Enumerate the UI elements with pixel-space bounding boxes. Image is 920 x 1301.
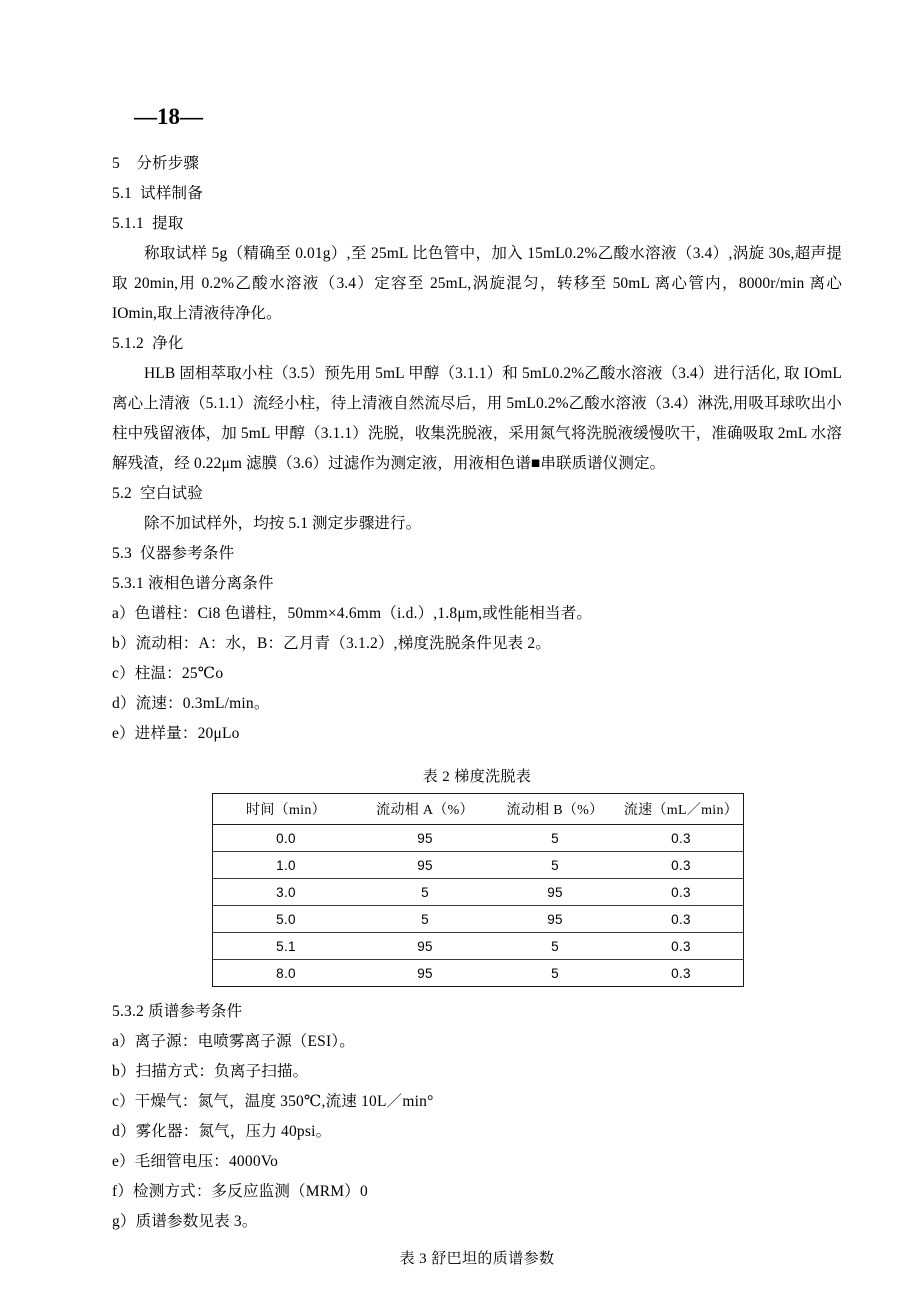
cell-phase-a: 95	[359, 933, 491, 960]
cell-time: 8.0	[276, 965, 296, 981]
cell-time: 0.0	[213, 825, 360, 852]
cell-phase-b: 5	[491, 933, 619, 960]
list-item-chromatography-column: a）色谱柱：Ci8 色谱柱，50mm×4.6mm（i.d.）,1.8μm,或性能相当者。	[112, 605, 593, 623]
list-item-drying-gas: c）干燥气：氮气，温度 350℃,流速 10L／min°	[112, 1093, 434, 1111]
table2-col-header-time: 时间（min）	[213, 794, 360, 825]
list-item-nebulizer: d）雾化器：氮气，压力 40psi。	[112, 1123, 332, 1141]
cell-time: 3.0	[213, 879, 360, 906]
section-heading-5-3-1: 5.3.1 液相色谱分离条件	[112, 575, 274, 593]
table3-caption: 表 3 舒巴坦的质谱参数	[399, 1251, 555, 1268]
list-item-ms-parameters-ref: g）质谱参数见表 3。	[112, 1213, 258, 1231]
cell-phase-b: 5	[551, 965, 559, 981]
cell-phase-a: 95	[359, 852, 491, 879]
table-row	[213, 852, 744, 879]
table-row	[213, 960, 744, 987]
spacer	[112, 987, 842, 997]
cell-flow: 0.3	[619, 879, 744, 906]
cell-phase-a: 95	[359, 825, 491, 852]
cell-time: 5.1	[213, 933, 360, 960]
table-header-row	[213, 794, 744, 825]
cell-phase-b: 95	[491, 879, 619, 906]
cell-phase-b: 5	[491, 825, 619, 852]
table2-col-header-mobile-phase-b: 流动相 B（%）	[491, 794, 619, 825]
page-content	[112, 104, 842, 1275]
section-heading-5: 5 分析步骤	[112, 155, 200, 173]
table2-caption: 表 2 梯度洗脱表	[422, 769, 532, 786]
table2-col-header-flow-rate: 流速（mL／min）	[619, 794, 744, 825]
paragraph-5-1-1: 称取试样 5g（精确至 0.01g）,至 25mL 比色管中，加入 15mL0.2%乙酸水溶液（3.4）,涡旋 30s,超声提取 20min,用 0.2%乙酸水溶液（3.4）定容至 25mL,涡旋混匀，转移至 50mL 离心管内，8000r/min 离心 IOmin,取上清液待净化。	[112, 245, 843, 323]
section-heading-5-1: 5.1 试样制备	[112, 185, 203, 203]
paragraph-5-2: 除不加试样外，均按 5.1 测定步骤进行。	[144, 515, 422, 533]
cell-phase-a: 5	[359, 879, 491, 906]
table-row	[213, 906, 744, 933]
table2-body	[213, 825, 744, 987]
cell-phase-a: 5	[359, 906, 491, 933]
cell-flow: 0.3	[619, 906, 744, 933]
cell-flow: 0.3	[619, 933, 744, 960]
gradient-elution-table	[212, 793, 744, 987]
list-item-scan-mode: b）扫描方式：负离子扫描。	[112, 1063, 309, 1081]
table2-head	[213, 794, 744, 825]
section-heading-5-3: 5.3 仪器参考条件	[112, 545, 235, 563]
cell-flow: 0.3	[619, 825, 744, 852]
cell-flow: 0.3	[671, 965, 691, 981]
list-item-detection-mode: f）检测方式：多反应监测（MRM）0	[112, 1183, 368, 1201]
cell-flow: 0.3	[619, 852, 744, 879]
list-item-ion-source: a）离子源：电喷雾离子源（ESI）。	[112, 1033, 355, 1051]
table2-wrapper	[212, 793, 742, 987]
list-item-capillary-voltage: e）毛细管电压：4000Vo	[112, 1153, 279, 1171]
cell-time: 1.0	[213, 852, 360, 879]
table-row	[213, 879, 744, 906]
section-heading-5-2: 5.2 空白试验	[112, 485, 203, 503]
cell-time: 5.0	[213, 906, 360, 933]
section-heading-5-3-2: 5.3.2 质谱参考条件	[112, 1003, 243, 1021]
list-item-injection-volume: e）进样量：20μLo	[112, 725, 240, 743]
section-heading-5-1-2: 5.1.2 净化	[112, 335, 184, 353]
table2-col-header-mobile-phase-a: 流动相 A（%）	[359, 794, 491, 825]
page-number: —18—	[134, 104, 203, 129]
cell-phase-b: 95	[491, 906, 619, 933]
table-row	[213, 825, 744, 852]
cell-phase-b: 5	[491, 852, 619, 879]
table-row	[213, 933, 744, 960]
section-heading-5-1-1: 5.1.1 提取	[112, 215, 184, 233]
paragraph-5-1-2: HLB 固相萃取小柱（3.5）预先用 5mL 甲醇（3.1.1）和 5mL0.2%乙酸水溶液（3.4）进行活化, 取 IOmL 离心上清液（5.1.1）流经小柱，待上清液自然流尽后，用 5mL0.2%乙酸水溶液（3.4）淋洗,用吸耳球吹出小柱中残留液体，加 5mL 甲醇（3.1.1）洗脱，收集洗脱液，采用氮气将洗脱液缓慢吹干，准确吸取 2mL 水溶解残渣，经 0.22μm 滤膜（3.6）过滤作为测定液，用液相色谱■串联质谱仪测定。	[112, 365, 842, 473]
cell-phase-a: 95	[417, 965, 433, 981]
spacer	[112, 749, 842, 755]
list-item-flow-rate: d）流速：0.3mL/min。	[112, 695, 270, 713]
list-item-column-temperature: c）柱温：25℃o	[112, 665, 224, 683]
list-item-mobile-phase: b）流动相：A：水，B：乙月青（3.1.2）,梯度洗脱条件见表 2。	[112, 635, 552, 653]
